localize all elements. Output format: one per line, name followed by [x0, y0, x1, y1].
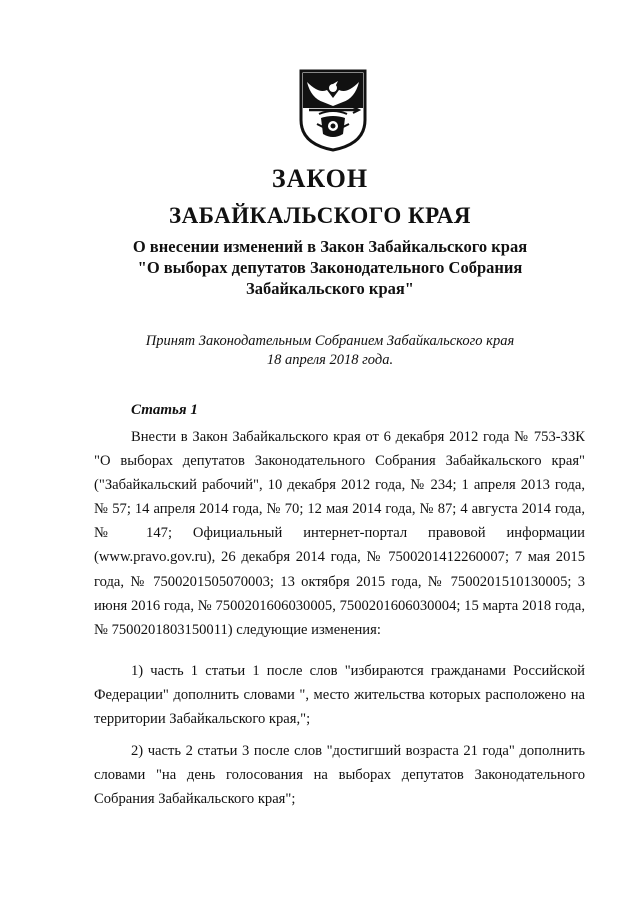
article-intro [94, 425, 585, 642]
intro-paragraph: Внести в Закон Забайкальского края от 6 декабря 2012 года № 753-ЗЗК "О выборах депутатов Законодательного Собрания Забайкальского края" ("Забайкальский рабочий", 10 декабря 2012 года, № 234; 1 апреля 2013 года, № 57; 14 апреля 2014 года, № 70; 12 мая 2014 года, № 87; 4 августа 2014 года, № 147; Официальный интернет-портал правовой информации (www.pravo.gov.ru), 26 декабря 2014 года, № 7500201412260007; 7 мая 2015 года, № 7500201505070003; 13 октября 2015 года, № 7500201510130005; 3 июня 2016 года, № 7500201606030005, 7500201606030004; 15 марта 2018 года, № 7500201803150011) следующие изменения: [94, 429, 585, 638]
subtitle-line: "О выборах депутатов Законодательного Собрания [137, 258, 523, 277]
law-title: ЗАКОН [271, 164, 369, 193]
adoption-line: Принят Законодательным Собранием Забайкальского края [145, 333, 515, 349]
region-title: ЗАБАЙКАЛЬСКОГО КРАЯ [168, 203, 472, 228]
amendment-item-1 [94, 659, 585, 731]
adoption-note [80, 332, 580, 370]
coat-of-arms-icon [297, 68, 369, 152]
adoption-date: 18 апреля 2018 года. [266, 352, 394, 368]
item-paragraph: 1) часть 1 статьи 1 после слов "избираются гражданами Российской Федерации" дополнить словами ", место жительства которых расположено на территории Забайкальского края,"; [94, 663, 585, 728]
law-subtitle [80, 236, 580, 299]
subtitle-line: О внесении изменений в Закон Забайкальского края [132, 237, 528, 256]
article-heading: Статья 1 [131, 402, 198, 418]
item-paragraph: 2) часть 2 статьи 3 после слов "достигший возраста 21 года" дополнить словами "на день голосования на выборах депутатов Законодательного Собрания Забайкальского края"; [94, 743, 585, 808]
subtitle-line: Забайкальского края" [246, 279, 414, 298]
amendment-item-2 [94, 739, 585, 811]
